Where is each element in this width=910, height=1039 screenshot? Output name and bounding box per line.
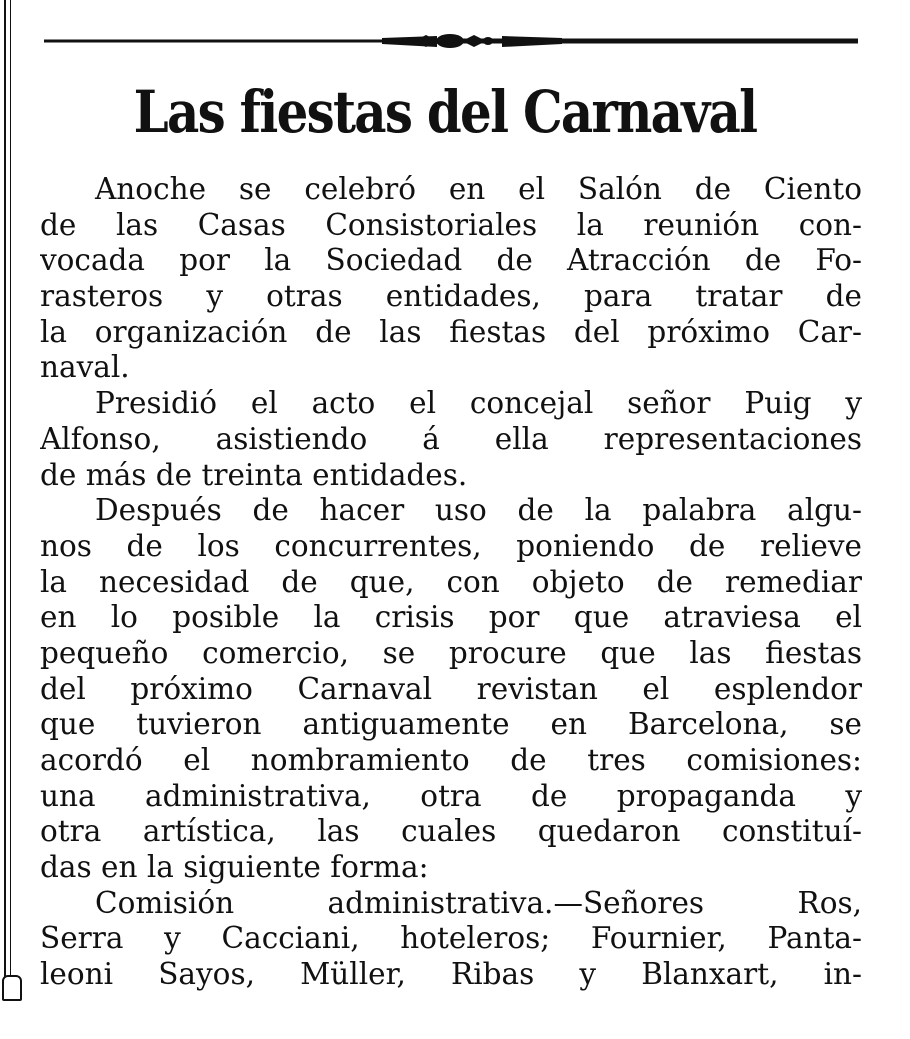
text-line: vocada por la Sociedad de Atracción de Fo- (40, 243, 862, 278)
text-line: Presidió el acto el concejal señor Puig y (95, 386, 862, 421)
text-line: Alfonso, asistiendo á ella representaciones (40, 421, 862, 456)
text-line: una administrativa, otra de propaganda y (40, 778, 862, 813)
text-line: de las Casas Consistoriales la reunión con- (40, 207, 862, 242)
text-line: Anoche se celebró en el Salón de Ciento (95, 172, 862, 206)
text-line: acordó el nombramiento de tres comisiones: (40, 743, 862, 777)
text-line: otra artística, las cuales quedaron constituí- (40, 814, 862, 849)
text-line: de más de treinta entidades. (40, 457, 468, 492)
column-rule (4, 0, 11, 1000)
text-line: rasteros y otras entidades, para tratar de (40, 279, 862, 314)
text-line: la necesidad de que, con objeto de remediar (40, 564, 862, 599)
text-line: que tuvieron antiguamente en Barcelona, se (40, 707, 862, 742)
text-line: pequeño comercio, se procure que las fiestas (40, 635, 862, 670)
headline: Las fiestas del Carnaval (133, 78, 757, 146)
text-line: en lo posible la crisis por que atraviesa el (40, 600, 862, 635)
headline-ornament-rule (42, 30, 860, 54)
text-line: la organización de las fiestas del próximo Car- (40, 314, 862, 349)
text-line: Comisión administrativa.—Señores Ros, (95, 885, 862, 920)
column-rule-ornament (2, 975, 22, 1001)
text-line: del próximo Carnaval revistan el esplendor (40, 671, 862, 706)
text-line: Después de hacer uso de la palabra algu- (95, 493, 862, 528)
article-body (40, 172, 862, 993)
text-line: leoni Sayos, Müller, Ribas y Blanxart, in- (40, 957, 862, 992)
text-line: naval. (40, 350, 130, 385)
text-line: das en la siguiente forma: (40, 850, 429, 885)
text-line: nos de los concurrentes, poniendo de relieve (40, 528, 862, 563)
text-line: Serra y Cacciani, hoteleros; Fournier, Panta- (40, 921, 862, 956)
